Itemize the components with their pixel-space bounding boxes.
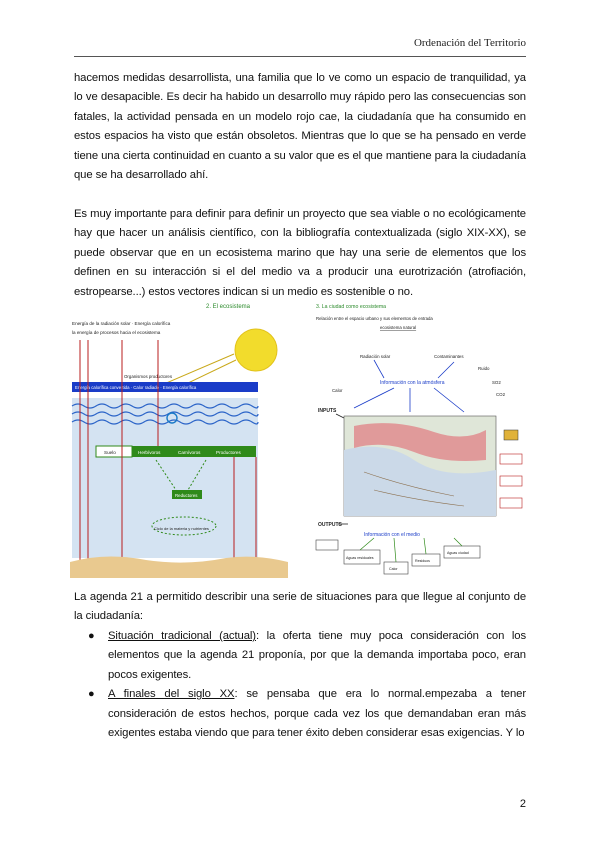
sea-floor <box>70 556 288 578</box>
side-label-box <box>500 498 522 508</box>
sun-ray <box>164 354 234 384</box>
outputs-label: OUTPUTS <box>318 522 342 528</box>
side-label-box <box>500 476 522 486</box>
bullet-text: : se pensaba que era lo normal.empezaba a tener consideración de estos hechos, porque cada vez los que demandaban eran más exigentes estaba viendo que para tener éxito deben considerar esas exigencias. Y lo <box>108 688 526 740</box>
paragraph-ecological-analysis: Es muy importante para definir para definir un proyecto que sea viable o no ecológicamente hay que hacer un análisis científico, con la bibliografía contextualizada (siglo XIX-XX), se puede observar que en un ecosistema marino que hay una serie de elementos que los definen en su interacción si el del medio va a producir una eurotrización (atrofiación, estropearse...) estos vectores indican si un medio es sostenible o no. <box>74 208 526 298</box>
sea-area <box>72 398 258 558</box>
flow-arrow <box>434 388 464 412</box>
list-item <box>74 627 526 685</box>
flow-arrow <box>424 538 426 554</box>
list-item <box>74 685 526 743</box>
flow-arrow <box>454 538 462 546</box>
element-pollutants: Contaminantes <box>434 354 464 359</box>
flow-arrow <box>394 538 396 562</box>
element-noise: Ruido <box>478 366 490 371</box>
header-rule <box>74 56 526 57</box>
flow-arrow <box>360 538 374 550</box>
ecosystem-diagram <box>66 300 292 578</box>
medium-label: Información con el medio <box>364 532 420 538</box>
flow-arrow <box>374 360 384 378</box>
bullet-term: Situación tradicional (actual) <box>108 630 256 642</box>
output-box-label: Aguas ciudad <box>447 551 469 555</box>
inputs-label: INPUTS <box>318 408 337 414</box>
output-box-label: Residuos <box>415 559 430 563</box>
page-number: 2 <box>519 798 526 810</box>
element-co2: CO2 <box>496 392 506 397</box>
ecosystem-diagram-svg <box>66 300 292 578</box>
ecosystem-title: 2. El ecosistema <box>206 304 251 310</box>
chain-soil: Suelo <box>104 450 116 455</box>
reducers-label: Reductores <box>175 493 198 498</box>
flow-arrow <box>438 362 454 378</box>
bullet-text: : la oferta tiene muy poca consideración con los elementos que la agenda 21 proponía, por que la demanda importaba poco, eran pocos exigentes. <box>108 630 526 681</box>
element-so2: SO2 <box>492 380 501 385</box>
chain-carnivores: Carnívoros <box>178 450 201 455</box>
city-diagram-svg <box>314 300 526 578</box>
ecosystem-caption-line2: la energía de procesos hacia el ecosistema <box>72 330 161 335</box>
page-header: Ordenación del Territorio <box>413 37 526 49</box>
city-ecosystem-diagram <box>314 300 526 578</box>
side-label-box <box>500 454 522 464</box>
inputs-arrow <box>336 414 344 418</box>
organisms-label: Organismos productores <box>124 374 173 379</box>
output-box-label: Aguas residuales <box>346 556 374 560</box>
energy-band-label: Energía calorífica convertida · Calor radiado · Energía calorífica <box>75 385 197 390</box>
paragraph-development: hacemos medidas desarrollista, una familia que lo ve como un espacio de tranquilidad, ya lo ve desapacible. Es decir ha habido un desarrollo muy rápido pero las consecuencias son fatales, la actividad pensada en un modelo rojo cae, la ciudadanía que ha consumido en estos espacios ha visto que están obsoletos. Mientras que lo que se ha pensado en verde tiene una cierta continuidad en cuanto a su valor que es el que mantiene para la ciudadanía que se ha desarrollado ahí. <box>74 72 526 182</box>
flow-arrow <box>354 388 394 408</box>
ecosystem-caption-line1: Energía de la radiación solar · Energía calorífica <box>72 321 171 326</box>
element-radiation: Radiación solar <box>360 354 391 359</box>
city-title: 3. La ciudad como ecosistema <box>316 304 387 310</box>
chain-herbivores: Herbívoros <box>138 450 161 455</box>
city-subtitle-line1: Relación entre el espacio urbano y sus elementos de entrada <box>316 316 433 321</box>
element-heat: Calor <box>332 388 343 393</box>
sun-icon <box>235 329 277 371</box>
bullet-icon: ● <box>88 630 95 642</box>
vehicle-icon <box>504 430 518 440</box>
paragraph-agenda21: La agenda 21 a permitido describir una serie de situaciones para que llegue al conjunto de la ciudadanía: <box>74 591 526 623</box>
chain-producers: Productores <box>216 450 241 455</box>
bullet-icon: ● <box>88 688 95 701</box>
bullet-term: A finales del siglo XX <box>108 688 235 701</box>
situations-list <box>74 627 526 743</box>
atmosphere-label: Información con la atmósfera <box>380 380 445 386</box>
output-box-label: Calor <box>389 567 398 571</box>
cycle-label: Ciclo de la materia y nutrientes <box>154 526 209 531</box>
city-subtitle-line2: ecosistema natural <box>380 325 417 330</box>
output-box <box>316 540 338 550</box>
